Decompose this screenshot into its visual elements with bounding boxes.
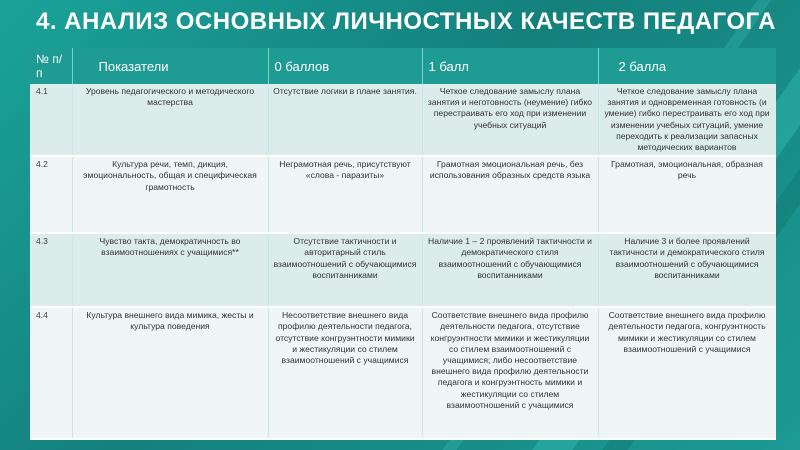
row-num: 4.4 bbox=[30, 307, 72, 439]
header-indicator: Показатели bbox=[72, 48, 268, 84]
row-two-points: Соответствие внешнего вида профилю деятельности педагога, конгруэнтность мимики и жестикуляции со стилем взаимоотношений с учащимися bbox=[598, 307, 776, 439]
row-zero-points: Несоответствие внешнего вида профилю деятельности педагога, отсутствие конгруэнтности мимики и жестикуляции со стилем взаимоотношений с учащимися bbox=[268, 307, 422, 439]
row-one-point: Соответствие внешнего вида профилю деятельности педагога, отсутствие конгруэнтности мимики и жестикуляции со стилем взаимоотношений с учащимися; либо несоответствие внешнего вида профилю деятельности педагога и конгруэнтность мимики и жестикуляции со стилем взаимоотношений с учащимися bbox=[422, 307, 598, 439]
table-row bbox=[30, 84, 776, 156]
row-num: 4.1 bbox=[30, 84, 72, 156]
row-zero-points: Отсутствие логики в плане занятия. bbox=[268, 84, 422, 156]
row-one-point: Грамотная эмоциональная речь, без использования образных средств языка bbox=[422, 156, 598, 233]
row-num: 4.2 bbox=[30, 156, 72, 233]
row-one-point: Четкое следование замыслу плана занятия и неготовность (неумение) гибко перестраивать его ход при изменении учебных ситуаций bbox=[422, 84, 598, 156]
slide-title: 4. АНАЛИЗ ОСНОВНЫХ ЛИЧНОСТНЫХ КАЧЕСТВ ПЕДАГОГА bbox=[36, 8, 776, 35]
row-num: 4.3 bbox=[30, 233, 72, 307]
row-indicator: Культура внешнего вида мимика, жесты и культура поведения bbox=[72, 307, 268, 439]
row-two-points: Четкое следование замыслу плана занятия и одновременная готовность (и умение) гибко перестраивать его ход при изменении учебных ситуаций, умение переходить к реализации запасных методических вариантов bbox=[598, 84, 776, 156]
row-two-points: Грамотная, эмоциональная, образная речь bbox=[598, 156, 776, 233]
header-one-point: 1 балл bbox=[422, 48, 598, 84]
criteria-table-container bbox=[30, 48, 776, 440]
row-zero-points: Отсутствие тактичности и авторитарный стиль взаимоотношений с обучающимися воспитанниками bbox=[268, 233, 422, 307]
table-row bbox=[30, 233, 776, 307]
row-zero-points: Неграмотная речь, присутствуют «слова - паразиты» bbox=[268, 156, 422, 233]
row-indicator: Культура речи, темп, дикция, эмоциональность, общая и специфическая грамотность bbox=[72, 156, 268, 233]
row-one-point: Наличие 1 – 2 проявлений тактичности и демократического стиля взаимоотношений с обучающимися воспитанниками bbox=[422, 233, 598, 307]
table-header-row bbox=[30, 48, 776, 84]
header-zero-points: 0 баллов bbox=[268, 48, 422, 84]
table-row bbox=[30, 307, 776, 439]
row-two-points: Наличие 3 и более проявлений тактичности и демократического стиля взаимоотношений с обучающимися воспитанниками bbox=[598, 233, 776, 307]
row-indicator: Чувство такта, демократичность во взаимоотношениях с учащимися** bbox=[72, 233, 268, 307]
table-row bbox=[30, 156, 776, 233]
header-two-points: 2 балла bbox=[598, 48, 776, 84]
criteria-table bbox=[30, 48, 776, 440]
row-indicator: Уровень педагогического и методического мастерства bbox=[72, 84, 268, 156]
header-num: № п/п bbox=[30, 48, 72, 84]
